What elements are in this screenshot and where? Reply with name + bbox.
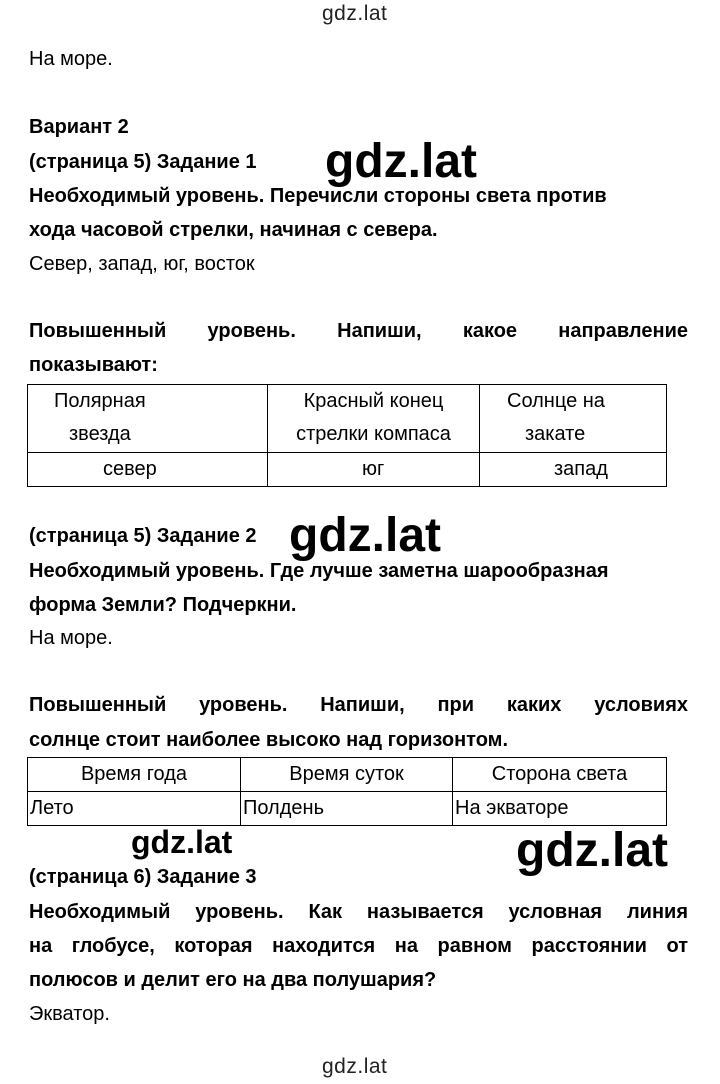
watermark-bottom: gdz.lat — [322, 1055, 388, 1078]
task2-advanced-line2: солнце стоит наиболее высоко над горизонтом. — [29, 729, 508, 751]
watermark-top: gdz.lat — [322, 2, 388, 25]
watermark-overlay-3: gdz.lat — [127, 826, 236, 858]
table-cell — [268, 385, 480, 453]
table-header-text: закате — [525, 423, 586, 445]
table-cell: запад — [480, 453, 667, 487]
table-cell: север — [28, 453, 268, 487]
task1-table — [27, 384, 667, 487]
table-header-text: Полярная — [54, 390, 146, 412]
task2-answer: На море. — [29, 627, 113, 649]
task1-question-line1: Необходимый уровень. Перечисли стороны света против — [29, 185, 607, 207]
table-header-text: Солнце на — [507, 390, 605, 412]
table-row — [28, 792, 667, 826]
task3-answer: Экватор. — [29, 1003, 110, 1025]
table-cell: Сторона света — [453, 758, 667, 792]
task1-advanced-line1: Повышенный уровень. Напиши, какое направление — [29, 320, 688, 342]
task3-question-line1: Необходимый уровень. Как называется условная линия — [29, 901, 688, 923]
task2-question-line2: форма Земли? Подчеркни. — [29, 594, 297, 616]
task1-question-line2: хода часовой стрелки, начиная с севера. — [29, 219, 438, 241]
table-cell — [28, 385, 268, 453]
watermark-overlay-4: gdz.lat — [512, 827, 672, 875]
table-row — [28, 385, 667, 453]
task3-question-line3: полюсов и делит его на два полушария? — [29, 969, 437, 991]
table-cell: юг — [268, 453, 480, 487]
watermark-overlay-2: gdz.lat — [285, 512, 445, 560]
task2-advanced-line1: Повышенный уровень. Напиши, при каких условиях — [29, 694, 688, 716]
task3-header: (страница 6) Задание 3 — [29, 866, 257, 888]
watermark-overlay-1: gdz.lat — [325, 135, 477, 188]
top-answer: На море. — [29, 48, 113, 70]
table-cell: На экваторе — [453, 792, 667, 826]
task1-answer: Север, запад, юг, восток — [29, 253, 255, 275]
table-cell: Время года — [28, 758, 241, 792]
task1-header: (страница 5) Задание 1 — [29, 151, 257, 173]
task1-advanced-line2: показывают: — [29, 354, 158, 376]
table-cell — [480, 385, 667, 453]
table-row — [28, 758, 667, 792]
table-row — [28, 453, 667, 487]
task2-header: (страница 5) Задание 2 — [29, 525, 257, 547]
task2-table — [27, 757, 667, 826]
table-header-text: стрелки компаса — [296, 423, 451, 445]
task3-question-line2: на глобусе, которая находится на равном расстоянии от — [29, 935, 688, 957]
table-header-text: Красный конец — [303, 390, 444, 412]
table-cell: Полдень — [241, 792, 453, 826]
variant-title: Вариант 2 — [29, 116, 129, 138]
table-cell: Время суток — [241, 758, 453, 792]
table-cell: Лето — [28, 792, 241, 826]
table-header-text: звезда — [69, 423, 131, 445]
task2-question-line1: Необходимый уровень. Где лучше заметна шарообразная — [29, 560, 609, 582]
